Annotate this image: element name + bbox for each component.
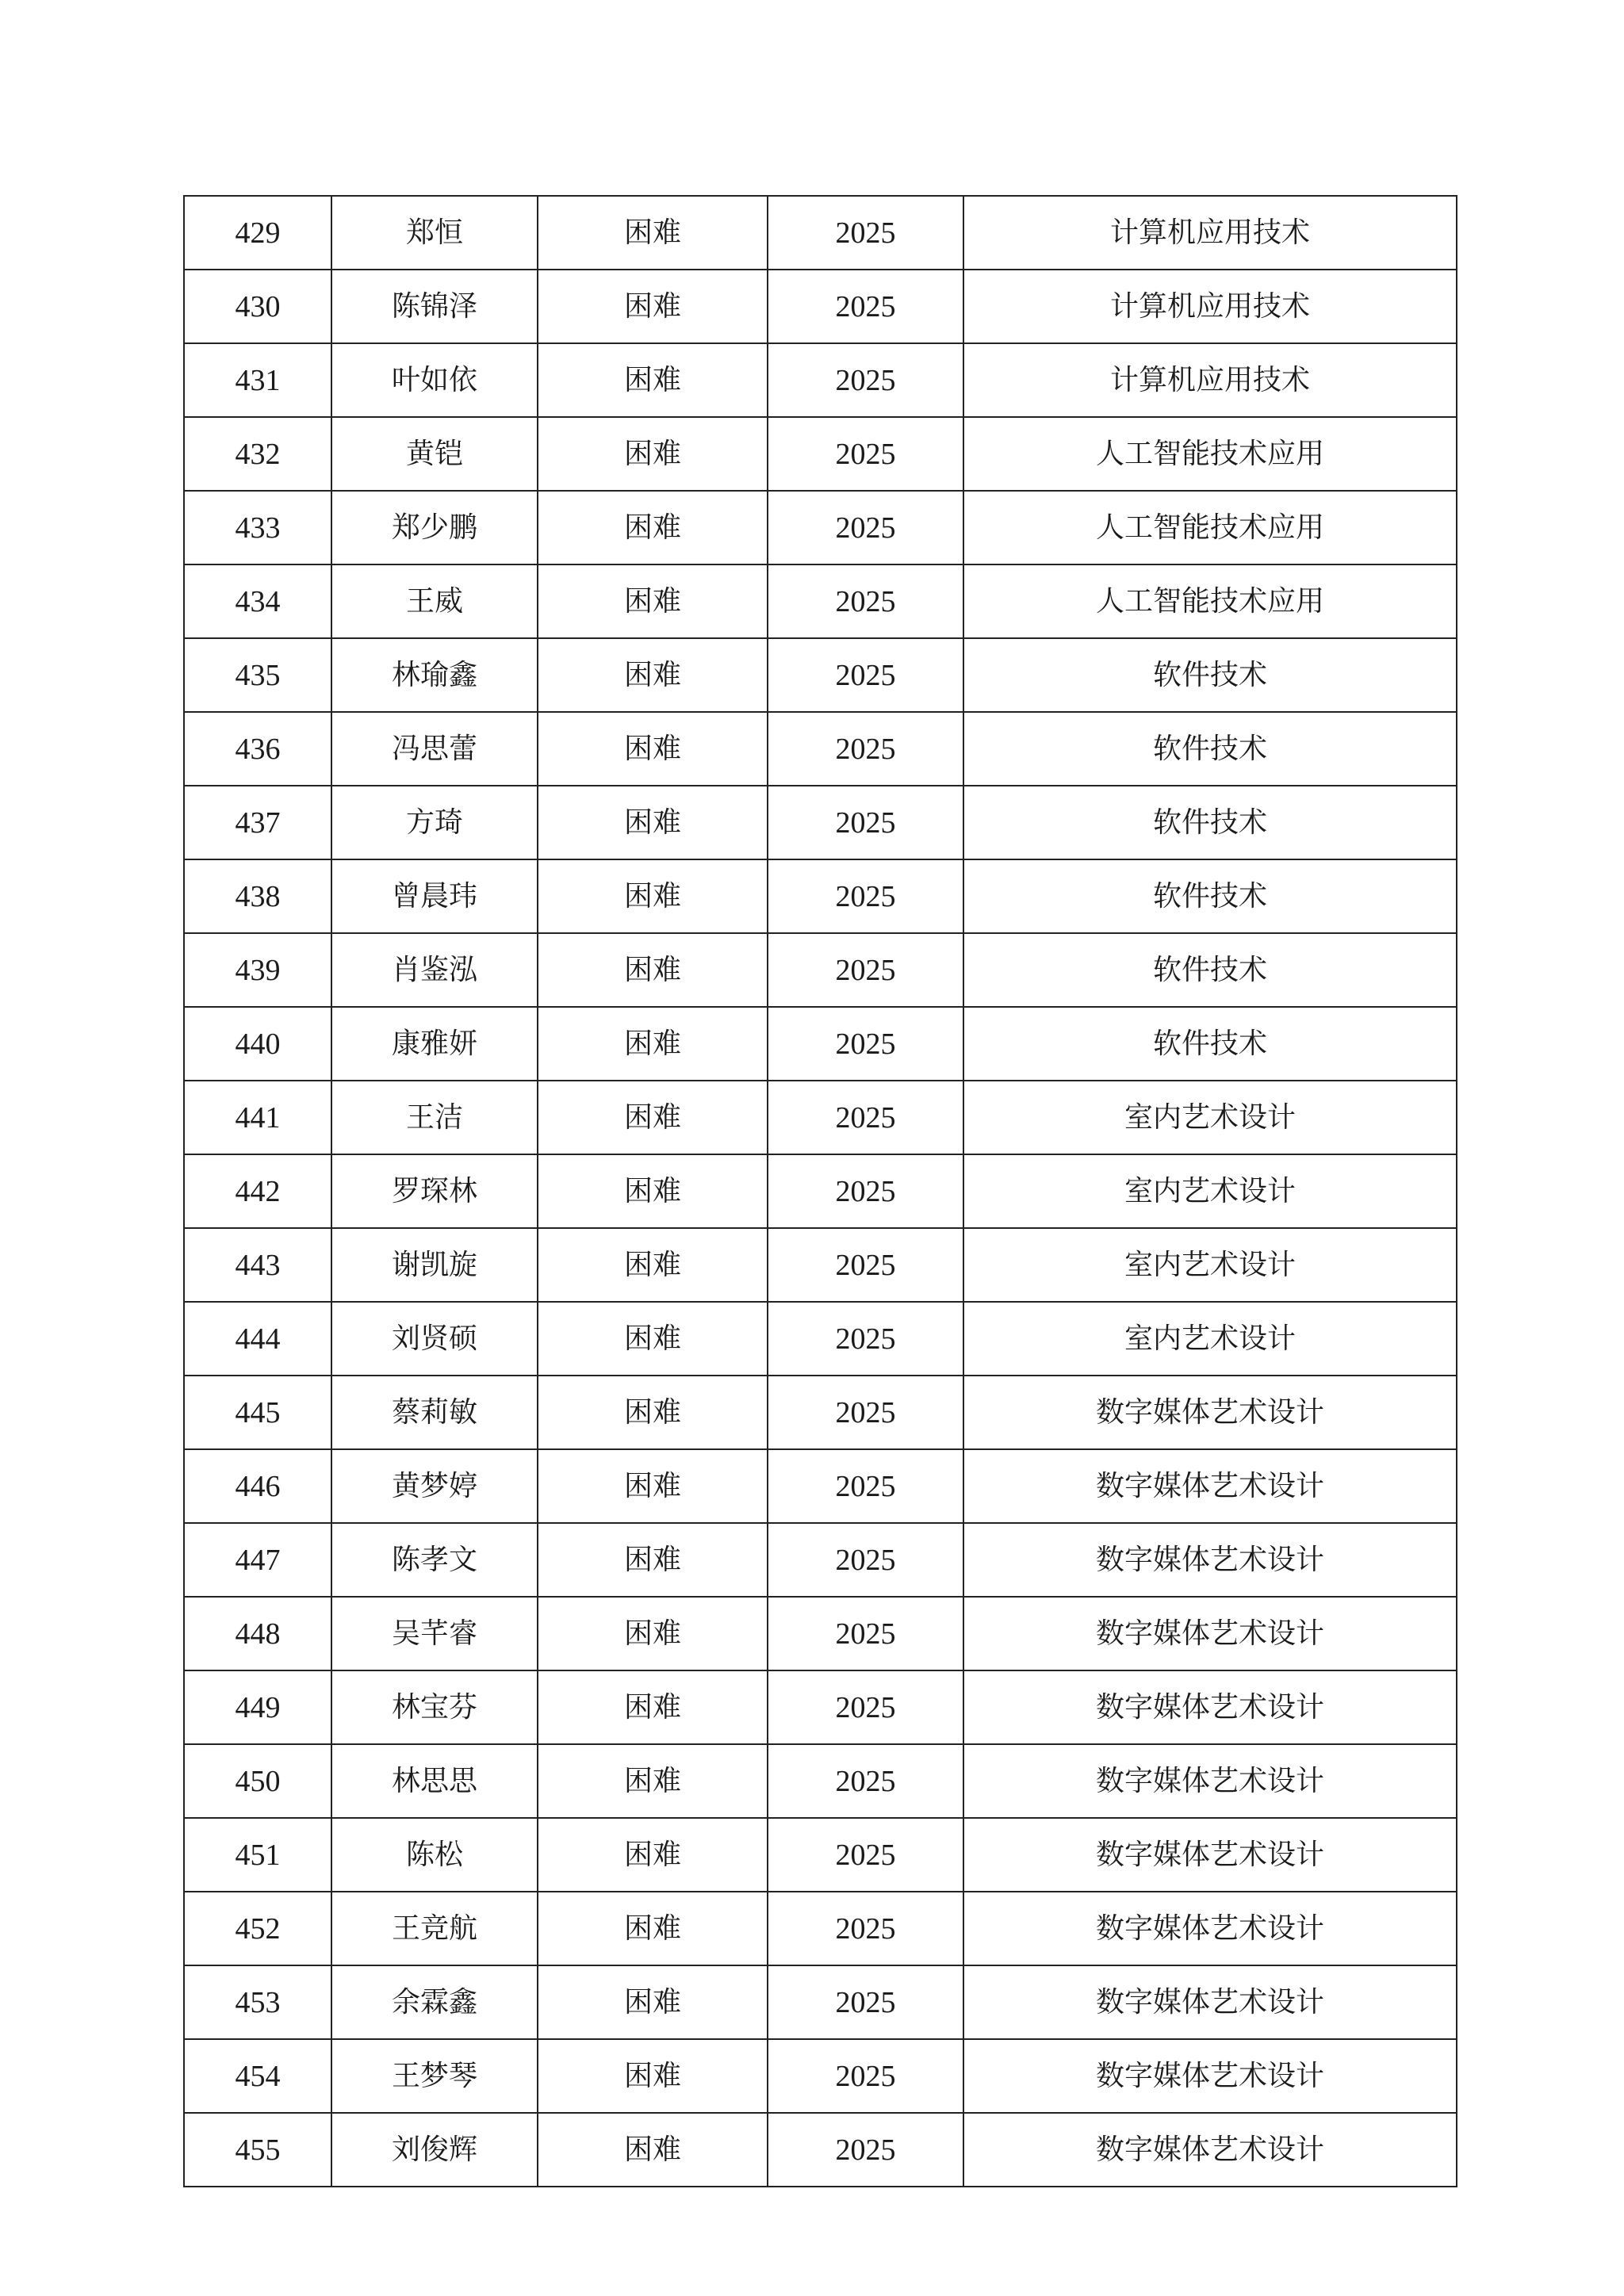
cell-difficulty-level: 困难: [538, 417, 768, 491]
cell-difficulty-level: 困难: [538, 1007, 768, 1081]
cell-serial-number: 443: [184, 1228, 331, 1302]
cell-serial-number: 432: [184, 417, 331, 491]
cell-difficulty-level: 困难: [538, 786, 768, 859]
cell-year: 2025: [768, 1597, 963, 1670]
cell-major: 数字媒体艺术设计: [963, 2039, 1457, 2113]
cell-student-name: 叶如依: [331, 343, 538, 417]
cell-major: 数字媒体艺术设计: [963, 1965, 1457, 2039]
cell-difficulty-level: 困难: [538, 1597, 768, 1670]
cell-year: 2025: [768, 1523, 963, 1597]
cell-year: 2025: [768, 2039, 963, 2113]
cell-student-name: 蔡莉敏: [331, 1376, 538, 1449]
cell-student-name: 罗琛林: [331, 1154, 538, 1228]
table-row: [184, 1965, 1457, 2039]
cell-difficulty-level: 困难: [538, 1670, 768, 1744]
cell-difficulty-level: 困难: [538, 1302, 768, 1376]
cell-difficulty-level: 困难: [538, 2113, 768, 2187]
cell-difficulty-level: 困难: [538, 859, 768, 933]
cell-serial-number: 436: [184, 712, 331, 786]
cell-year: 2025: [768, 1449, 963, 1523]
table-row: [184, 1597, 1457, 1670]
cell-student-name: 谢凯旋: [331, 1228, 538, 1302]
cell-serial-number: 434: [184, 564, 331, 638]
cell-year: 2025: [768, 491, 963, 564]
cell-student-name: 王竞航: [331, 1892, 538, 1965]
cell-year: 2025: [768, 1228, 963, 1302]
cell-serial-number: 451: [184, 1818, 331, 1892]
cell-student-name: 吴芊睿: [331, 1597, 538, 1670]
cell-serial-number: 453: [184, 1965, 331, 2039]
cell-difficulty-level: 困难: [538, 1081, 768, 1154]
cell-student-name: 陈孝文: [331, 1523, 538, 1597]
cell-year: 2025: [768, 270, 963, 343]
cell-difficulty-level: 困难: [538, 564, 768, 638]
cell-major: 室内艺术设计: [963, 1228, 1457, 1302]
cell-serial-number: 449: [184, 1670, 331, 1744]
cell-major: 数字媒体艺术设计: [963, 1892, 1457, 1965]
cell-major: 室内艺术设计: [963, 1302, 1457, 1376]
table-row: [184, 933, 1457, 1007]
cell-year: 2025: [768, 417, 963, 491]
cell-serial-number: 450: [184, 1744, 331, 1818]
cell-difficulty-level: 困难: [538, 1523, 768, 1597]
cell-major: 数字媒体艺术设计: [963, 1597, 1457, 1670]
cell-serial-number: 442: [184, 1154, 331, 1228]
cell-serial-number: 447: [184, 1523, 331, 1597]
cell-major: 软件技术: [963, 933, 1457, 1007]
table-row: [184, 2039, 1457, 2113]
cell-serial-number: 448: [184, 1597, 331, 1670]
cell-difficulty-level: 困难: [538, 638, 768, 712]
cell-year: 2025: [768, 1376, 963, 1449]
cell-major: 数字媒体艺术设计: [963, 1376, 1457, 1449]
table-row: [184, 1302, 1457, 1376]
cell-student-name: 王威: [331, 564, 538, 638]
cell-major: 人工智能技术应用: [963, 491, 1457, 564]
cell-student-name: 刘贤硕: [331, 1302, 538, 1376]
cell-serial-number: 441: [184, 1081, 331, 1154]
table-row: [184, 1228, 1457, 1302]
cell-difficulty-level: 困难: [538, 1818, 768, 1892]
cell-student-name: 陈松: [331, 1818, 538, 1892]
cell-serial-number: 435: [184, 638, 331, 712]
cell-year: 2025: [768, 1744, 963, 1818]
cell-serial-number: 430: [184, 270, 331, 343]
cell-difficulty-level: 困难: [538, 196, 768, 270]
cell-difficulty-level: 困难: [538, 1965, 768, 2039]
table-row: [184, 196, 1457, 270]
table-row: [184, 564, 1457, 638]
cell-year: 2025: [768, 786, 963, 859]
cell-major: 计算机应用技术: [963, 196, 1457, 270]
cell-student-name: 黄铠: [331, 417, 538, 491]
cell-student-name: 林宝芬: [331, 1670, 538, 1744]
table-row: [184, 1154, 1457, 1228]
cell-serial-number: 438: [184, 859, 331, 933]
cell-major: 人工智能技术应用: [963, 564, 1457, 638]
cell-serial-number: 446: [184, 1449, 331, 1523]
table-row: [184, 1081, 1457, 1154]
table-row: [184, 1670, 1457, 1744]
cell-student-name: 刘俊辉: [331, 2113, 538, 2187]
table-row: [184, 1744, 1457, 1818]
cell-major: 软件技术: [963, 859, 1457, 933]
cell-year: 2025: [768, 343, 963, 417]
table-row: [184, 2113, 1457, 2187]
cell-student-name: 余霖鑫: [331, 1965, 538, 2039]
cell-difficulty-level: 困难: [538, 1744, 768, 1818]
student-aid-table: [183, 195, 1457, 2187]
cell-year: 2025: [768, 1302, 963, 1376]
cell-year: 2025: [768, 1818, 963, 1892]
table-row: [184, 712, 1457, 786]
cell-difficulty-level: 困难: [538, 1228, 768, 1302]
cell-student-name: 冯思蕾: [331, 712, 538, 786]
table-row: [184, 417, 1457, 491]
table-row: [184, 786, 1457, 859]
table-row: [184, 1892, 1457, 1965]
cell-student-name: 王洁: [331, 1081, 538, 1154]
cell-year: 2025: [768, 2113, 963, 2187]
cell-serial-number: 429: [184, 196, 331, 270]
cell-year: 2025: [768, 1892, 963, 1965]
cell-serial-number: 431: [184, 343, 331, 417]
table-row: [184, 859, 1457, 933]
cell-major: 软件技术: [963, 712, 1457, 786]
cell-difficulty-level: 困难: [538, 1376, 768, 1449]
cell-serial-number: 454: [184, 2039, 331, 2113]
cell-year: 2025: [768, 712, 963, 786]
cell-year: 2025: [768, 1081, 963, 1154]
cell-major: 软件技术: [963, 638, 1457, 712]
cell-difficulty-level: 困难: [538, 2039, 768, 2113]
table-row: [184, 343, 1457, 417]
cell-serial-number: 455: [184, 2113, 331, 2187]
cell-major: 数字媒体艺术设计: [963, 1818, 1457, 1892]
cell-major: 数字媒体艺术设计: [963, 1744, 1457, 1818]
cell-serial-number: 440: [184, 1007, 331, 1081]
cell-student-name: 方琦: [331, 786, 538, 859]
cell-difficulty-level: 困难: [538, 491, 768, 564]
table-row: [184, 1376, 1457, 1449]
cell-major: 室内艺术设计: [963, 1081, 1457, 1154]
cell-year: 2025: [768, 638, 963, 712]
cell-year: 2025: [768, 1670, 963, 1744]
cell-major: 室内艺术设计: [963, 1154, 1457, 1228]
cell-major: 计算机应用技术: [963, 270, 1457, 343]
cell-year: 2025: [768, 1007, 963, 1081]
cell-student-name: 林思思: [331, 1744, 538, 1818]
cell-student-name: 郑恒: [331, 196, 538, 270]
table-row: [184, 491, 1457, 564]
cell-student-name: 林瑜鑫: [331, 638, 538, 712]
cell-serial-number: 452: [184, 1892, 331, 1965]
cell-major: 人工智能技术应用: [963, 417, 1457, 491]
cell-student-name: 曾晨玮: [331, 859, 538, 933]
cell-student-name: 郑少鹏: [331, 491, 538, 564]
table-body: [184, 196, 1457, 2187]
cell-difficulty-level: 困难: [538, 1154, 768, 1228]
cell-year: 2025: [768, 564, 963, 638]
cell-year: 2025: [768, 933, 963, 1007]
cell-student-name: 王梦琴: [331, 2039, 538, 2113]
cell-year: 2025: [768, 1965, 963, 2039]
cell-serial-number: 444: [184, 1302, 331, 1376]
table-row: [184, 1449, 1457, 1523]
cell-year: 2025: [768, 196, 963, 270]
cell-difficulty-level: 困难: [538, 712, 768, 786]
cell-major: 软件技术: [963, 786, 1457, 859]
cell-major: 计算机应用技术: [963, 343, 1457, 417]
cell-year: 2025: [768, 1154, 963, 1228]
cell-serial-number: 445: [184, 1376, 331, 1449]
cell-difficulty-level: 困难: [538, 1449, 768, 1523]
table-row: [184, 270, 1457, 343]
table-row: [184, 1818, 1457, 1892]
table-row: [184, 1007, 1457, 1081]
cell-student-name: 陈锦泽: [331, 270, 538, 343]
cell-difficulty-level: 困难: [538, 1892, 768, 1965]
cell-student-name: 黄梦婷: [331, 1449, 538, 1523]
cell-difficulty-level: 困难: [538, 933, 768, 1007]
cell-student-name: 肖鉴泓: [331, 933, 538, 1007]
cell-student-name: 康雅妍: [331, 1007, 538, 1081]
cell-serial-number: 437: [184, 786, 331, 859]
cell-difficulty-level: 困难: [538, 270, 768, 343]
cell-major: 数字媒体艺术设计: [963, 2113, 1457, 2187]
table-row: [184, 638, 1457, 712]
cell-major: 数字媒体艺术设计: [963, 1670, 1457, 1744]
cell-major: 数字媒体艺术设计: [963, 1449, 1457, 1523]
cell-difficulty-level: 困难: [538, 343, 768, 417]
cell-year: 2025: [768, 859, 963, 933]
table-row: [184, 1523, 1457, 1597]
cell-serial-number: 433: [184, 491, 331, 564]
cell-serial-number: 439: [184, 933, 331, 1007]
cell-major: 数字媒体艺术设计: [963, 1523, 1457, 1597]
cell-major: 软件技术: [963, 1007, 1457, 1081]
